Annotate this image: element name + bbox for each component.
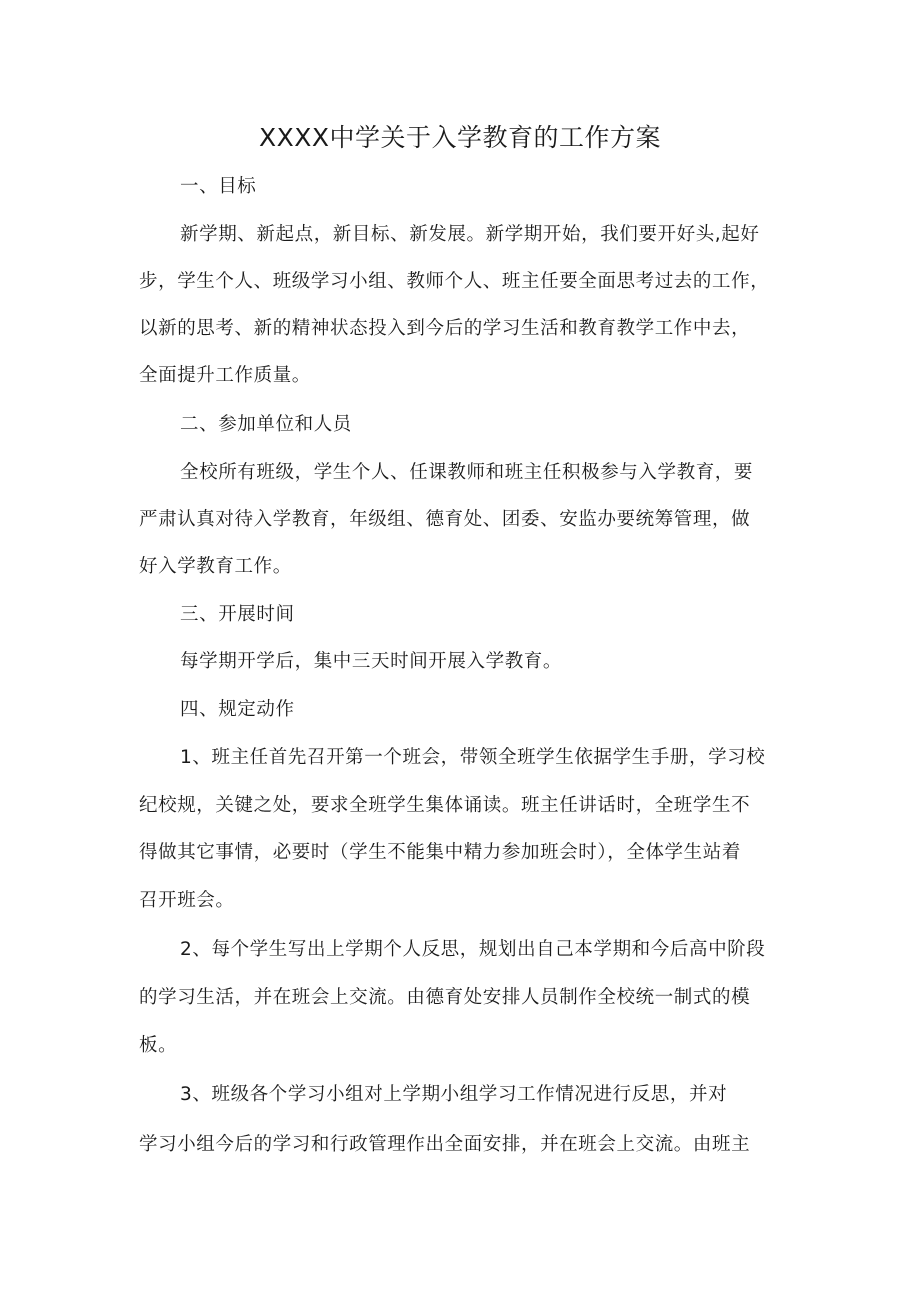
paragraph-line: 1、班主任首先召开第一个班会，带领全班学生依据学生手册，学习校 <box>180 747 766 768</box>
paragraph-line: 得做其它事情，必要时（学生不能集中精力参加班会时），全体学生站着 <box>139 842 741 863</box>
paragraph-line: 学习小组今后的学习和行政管理作出全面安排，并在班会上交流。由班主 <box>139 1134 751 1155</box>
heading-goal: 一、目标 <box>180 176 257 197</box>
paragraph-line: 全面提升工作质量。 <box>139 365 311 386</box>
paragraph-line: 召开班会。 <box>139 890 235 911</box>
heading-time: 三、开展时间 <box>180 604 295 625</box>
paragraph-line: 全校所有班级，学生个人、任课教师和班主任积极参与入学教育，要 <box>180 462 754 483</box>
paragraph-line: 2、每个学生写出上学期个人反思，规划出自己本学期和今后高中阶段 <box>180 939 766 960</box>
paragraph-line: 每学期开学后，集中三天时间开展入学教育。 <box>180 651 563 672</box>
paragraph-line: 3、班级各个学习小组对上学期小组学习工作情况进行反思，并对 <box>180 1084 728 1105</box>
paragraph-line: 板。 <box>139 1035 178 1056</box>
paragraph-line: 严肃认真对待入学教育，年级组、德育处、团委、安监办要统筹管理，做 <box>139 509 751 530</box>
heading-required-actions: 四、规定动作 <box>180 699 295 720</box>
heading-participants: 二、参加单位和人员 <box>180 414 352 435</box>
paragraph-line: 新学期、新起点，新目标、新发展。新学期开始，我们要开好头,起好 <box>180 224 760 245</box>
document-title: XXXX中学关于入学教育的工作方案 <box>258 123 661 152</box>
paragraph-line: 好入学教育工作。 <box>139 556 292 577</box>
paragraph-line: 以新的思考、新的精神状态投入到今后的学习生活和教育教学工作中去， <box>139 318 751 339</box>
paragraph-line: 步，学生个人、班级学习小组、教师个人、班主任要全面思考过去的工作， <box>139 271 770 292</box>
paragraph-line: 纪校规，关键之处，要求全班学生集体诵读。班主任讲话时，全班学生不 <box>139 795 751 816</box>
paragraph-line: 的学习生活，并在班会上交流。由德育处安排人员制作全校统一制式的模 <box>139 987 751 1008</box>
